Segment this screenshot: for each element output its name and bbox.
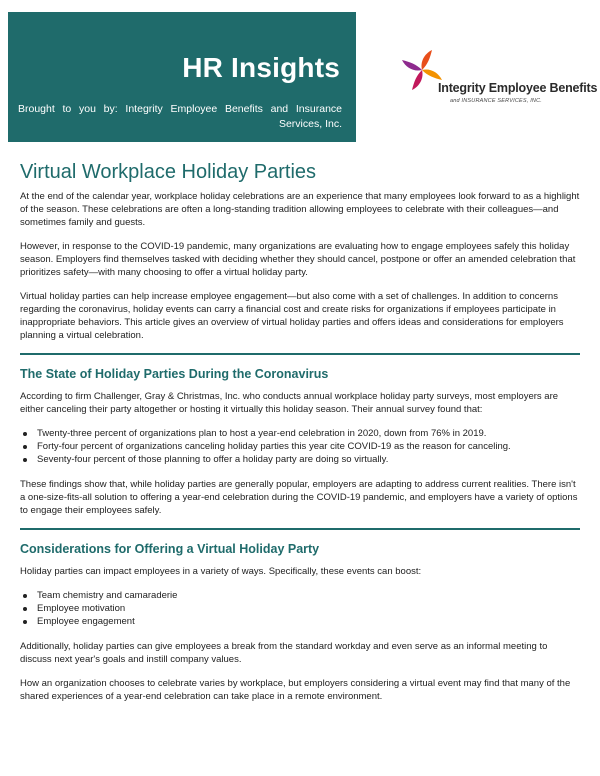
logo-company-name: Integrity Employee Benefits [438, 81, 598, 95]
benefits-list [20, 589, 580, 628]
list-item: Employee engagement [20, 615, 580, 628]
header-banner [8, 12, 356, 142]
section-divider [20, 353, 580, 355]
section-divider [20, 528, 580, 530]
company-logo [398, 46, 598, 106]
intro-paragraph-2: However, in response to the COVID-19 pandemic, many organizations are evaluating how to engage employees safely this holiday season. Employers find themselves tasked with deciding whether they should cancel, postpone or offer an amended celebration that prioritizes safety—with many choosing to offer a virtual holiday party. [20, 241, 576, 278]
section-heading-considerations: Considerations for Offering a Virtual Holiday Party [20, 542, 320, 556]
section2-paragraph-1: Additionally, holiday parties can give employees a break from the standard workday and even serve as an informal meeting to discuss next year's goals and instill company values. [20, 641, 548, 665]
article-body [20, 160, 580, 714]
survey-findings-list [20, 427, 580, 466]
list-item: Forty-four percent of organizations canceling holiday parties this year cite COVID-19 as the reason for canceling. [20, 440, 580, 453]
intro-paragraph-1: At the end of the calendar year, workplace holiday celebrations are an experience that many employees look forward to as a highlight of the season. These celebrations are often a long-standing tradition allowing employees to celebrate with their colleagues—and sometimes family and guests. [20, 191, 580, 228]
article-title: Virtual Workplace Holiday Parties [20, 161, 317, 183]
logo-tagline: and INSURANCE SERVICES, INC. [450, 98, 542, 104]
section-heading-holiday-parties: The State of Holiday Parties During the Coronavirus [20, 367, 329, 381]
section1-lead: According to firm Challenger, Gray & Christmas, Inc. who conducts annual workplace holiday party surveys, most employers are either canceling their party altogether or hosting it virtually this holiday season. Their annual survey found that: [20, 391, 559, 415]
sponsor-line: Brought to you by: Integrity Employee Benefits and Insurance Services, Inc. [18, 103, 342, 130]
intro-paragraph-3: Virtual holiday parties can help increase employee engagement—but also come with a set of challenges. In addition to concerns regarding the coronavirus, holiday events can carry a financial cost and create risks for organizations if employees participate in inappropriate behaviors. This article gives an overview of virtual holiday parties and offers ideas and considerations for employers planning a virtual celebration. [20, 291, 564, 341]
list-item: Team chemistry and camaraderie [20, 589, 580, 602]
list-item: Twenty-three percent of organizations plan to host a year-end celebration in 2020, down from 76% in 2019. [20, 427, 580, 440]
list-item: Seventy-four percent of those planning to offer a holiday party are doing so virtually. [20, 453, 580, 466]
section1-closing: These findings show that, while holiday parties are generally popular, employers are adapting to address current realities. There isn't a one-size-fits-all solution to offering a year-end celebration during the COVID-19 pandemic, and employers have a variety of options to engage their employees safely. [20, 479, 578, 516]
section2-paragraph-2: How an organization chooses to celebrate varies by workplace, but employers considering a virtual event may find that many of the shared experiences of a year-end celebration can take place in a remote environment. [20, 678, 571, 702]
section2-lead: Holiday parties can impact employees in a variety of ways. Specifically, these events can boost: [20, 566, 422, 577]
newsletter-title: HR Insights [182, 52, 340, 83]
list-item: Employee motivation [20, 602, 580, 615]
